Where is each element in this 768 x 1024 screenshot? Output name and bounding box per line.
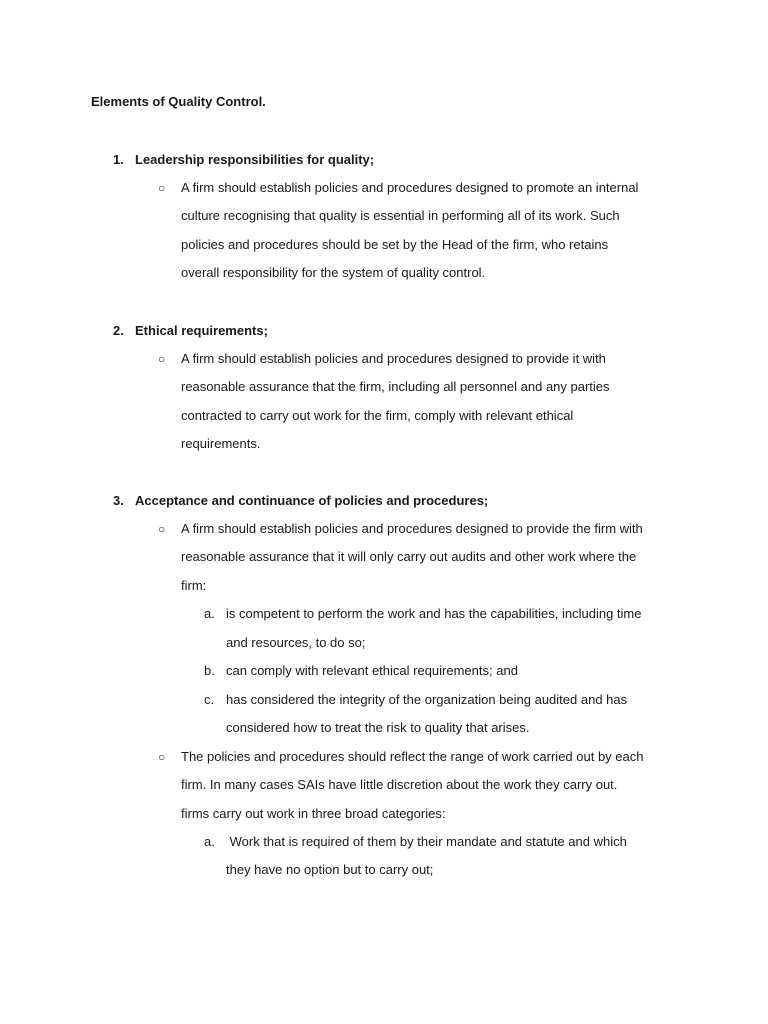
bullet-marker: ○ <box>158 750 166 764</box>
section-heading-3 <box>113 493 488 508</box>
subitem-marker: c. <box>204 692 215 707</box>
section-heading-2 <box>113 323 268 338</box>
paragraph-line: reasonable assurance that it will only carry out audits and other work where the <box>181 549 637 564</box>
paragraph-line: requirements. <box>181 436 261 451</box>
paragraph-line: overall responsibility for the system of quality control. <box>181 265 486 280</box>
section-number: 1. <box>113 152 124 167</box>
subitem-marker: b. <box>204 663 215 678</box>
subitem-marker: a. <box>204 606 215 621</box>
section-number: 2. <box>113 323 124 338</box>
paragraph-line: firm. In many cases SAIs have little discretion about the work they carry out. <box>181 777 618 792</box>
paragraph-line: The policies and procedures should reflect the range of work carried out by each <box>181 749 644 764</box>
paragraph-line: A firm should establish policies and procedures designed to promote an internal <box>181 180 639 195</box>
subitem-marker: a. <box>204 834 215 849</box>
subitem-line: considered how to treat the risk to quality that arises. <box>226 720 530 735</box>
subitem-line: they have no option but to carry out; <box>226 862 434 877</box>
subitem-line: Work that is required of them by their mandate and statute and which <box>226 834 627 849</box>
paragraph-line: firms carry out work in three broad categories: <box>181 806 446 821</box>
paragraph-line: culture recognising that quality is essential in performing all of its work. Such <box>181 208 620 223</box>
subitem-line: can comply with relevant ethical requirements; and <box>226 663 518 678</box>
paragraph-line: firm: <box>181 578 207 593</box>
paragraph-line: policies and procedures should be set by the Head of the firm, who retains <box>181 237 609 252</box>
bullet-marker: ○ <box>158 522 166 536</box>
subitem-line: is competent to perform the work and has the capabilities, including time <box>226 606 642 621</box>
section-heading-text: Leadership responsibilities for quality; <box>135 152 375 167</box>
paragraph-line: contracted to carry out work for the firm, comply with relevant ethical <box>181 408 574 423</box>
paragraph-line: A firm should establish policies and procedures designed to provide the firm with <box>181 521 643 536</box>
section-heading-1 <box>113 152 374 167</box>
document-title: Elements of Quality Control. <box>91 94 266 109</box>
section-heading-text: Ethical requirements; <box>135 323 268 338</box>
subitem-line: has considered the integrity of the organization being audited and has <box>226 692 628 707</box>
paragraph-line: A firm should establish policies and procedures designed to provide it with <box>181 351 606 366</box>
bullet-marker: ○ <box>158 352 166 366</box>
section-heading-text: Acceptance and continuance of policies and procedures; <box>135 493 489 508</box>
paragraph-line: reasonable assurance that the firm, including all personnel and any parties <box>181 379 610 394</box>
subitem-line: and resources, to do so; <box>226 635 366 650</box>
bullet-marker: ○ <box>158 181 166 195</box>
section-number: 3. <box>113 493 124 508</box>
